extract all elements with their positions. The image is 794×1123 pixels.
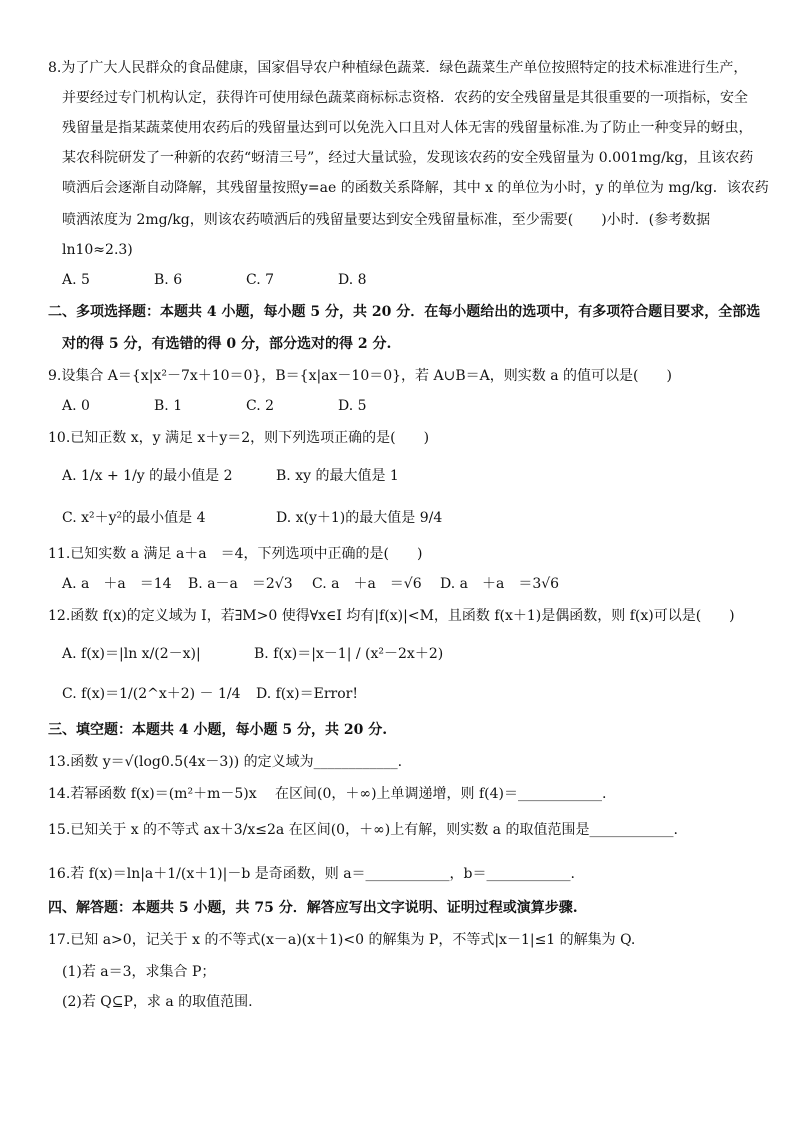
q17-part-2: (2)若 Q⊆P，求 a 的取值范围.: [62, 994, 253, 1010]
q14-stem: 14.若幂函数 f(x)＝(m²＋m－5)x 在区间(0，＋∞)上单调递增，则 f(4)＝____________.: [48, 786, 607, 802]
q10-option-b: B. xy 的最大值是 1: [276, 468, 399, 484]
q8-line-3: 残留量是指某蔬菜使用农药后的残留量达到可以免洗入口且对人体无害的残留量标准.为了防止一种变异的蚜虫，: [62, 120, 753, 136]
q8-line-5: 喷洒后会逐渐自动降解，其残留量按照y=ae 的函数关系降解，其中 x 的单位为小时，y 的单位为 mg/kg．该农药: [62, 180, 769, 196]
q8-option-a: A. 5: [62, 272, 90, 288]
q8-option-d: D. 8: [338, 272, 367, 288]
q12-option-a: A. f(x)＝|ln x/(2－x)|: [62, 646, 201, 662]
q15-stem: 15.已知关于 x 的不等式 ax＋3/x≤2a 在区间(0，＋∞)上有解，则实数 a 的取值范围是____________.: [48, 822, 678, 838]
q12-option-d: D. f(x)＝Error!: [256, 686, 358, 702]
q17-part-1: (1)若 a＝3，求集合 P；: [62, 964, 216, 980]
q9-option-c: C. 2: [246, 398, 275, 414]
q13-stem: 13.函数 y＝√(log0.5(4x－3)) 的定义域为____________.: [48, 754, 403, 770]
q9-option-a: A. 0: [62, 398, 90, 414]
q11-option-b: B. a－a ＝2√3: [188, 576, 293, 592]
q9-stem: 9.设集合 A＝{x|x²－7x＋10＝0}，B＝{x|ax－10＝0}，若 A∪B＝A，则实数 a 的值可以是( ): [48, 368, 672, 384]
q17-stem: 17.已知 a>0，记关于 x 的不等式(x－a)(x＋1)<0 的解集为 P，不等式|x－1|≤1 的解集为 Q.: [48, 932, 636, 948]
q12-option-b: B. f(x)＝|x－1| / (x²－2x＋2): [254, 646, 444, 662]
q8-option-c: C. 7: [246, 272, 275, 288]
q8-line-6: 喷洒浓度为 2mg/kg，则该农药喷洒后的残留量要达到安全残留量标准，至少需要( )小时．(参考数据: [62, 212, 711, 228]
section-3-heading: 三、填空题：本题共 4 小题，每小题 5 分，共 20 分.: [48, 722, 388, 738]
q8-line-1: 8.为了广大人民群众的食品健康，国家倡导农户种植绿色蔬菜．绿色蔬菜生产单位按照特定的技术标准进行生产，: [48, 60, 748, 76]
q16-stem: 16.若 f(x)＝ln|a＋1/(x＋1)|－b 是奇函数，则 a＝____________，b＝____________.: [48, 866, 575, 882]
q10-stem: 10.已知正数 x，y 满足 x＋y＝2，则下列选项正确的是( ): [48, 430, 430, 446]
q12-stem: 12.函数 f(x)的定义域为 I，若∃M>0 使得∀x∈I 均有|f(x)|<M，且函数 f(x＋1)是偶函数，则 f(x)可以是( ): [48, 608, 735, 624]
section-4-heading: 四、解答题：本题共 5 小题，共 75 分．解答应写出文字说明、证明过程或演算步骤.: [48, 900, 578, 916]
q9-option-b: B. 1: [154, 398, 183, 414]
section-2-heading: 二、多项选择题：本题共 4 小题，每小题 5 分，共 20 分．在每小题给出的选项中，有多项符合题目要求，全部选: [48, 304, 761, 320]
q8-option-b: B. 6: [154, 272, 183, 288]
q11-stem: 11.已知实数 a 满足 a＋a ＝4，下列选项中正确的是( ): [48, 546, 423, 562]
q8-line-2: 并要经过专门机构认定，获得许可使用绿色蔬菜商标标志资格．农药的安全残留量是其很重要的一项指标，安全: [62, 90, 748, 106]
q11-option-c: C. a ＋a ＝√6: [312, 576, 422, 592]
q11-option-a: A. a ＋a ＝14: [62, 576, 172, 592]
q10-option-a: A. 1/x + 1/y 的最小值是 2: [62, 468, 233, 484]
q9-option-d: D. 5: [338, 398, 367, 414]
q11-option-d: D. a ＋a ＝3√6: [440, 576, 560, 592]
q10-option-d: D. x(y＋1)的最大值是 9/4: [276, 510, 443, 526]
q10-option-c: C. x²＋y²的最小值是 4: [62, 510, 206, 526]
q8-line-4: 某农科院研发了一种新的农药“蚜清三号”，经过大量试验，发现该农药的安全残留量为 0.001mg/kg，且该农药: [62, 150, 754, 166]
q8-line-7: ln10≈2.3): [62, 242, 133, 258]
q12-option-c: C. f(x)＝1/(2^x＋2) － 1/4: [62, 686, 241, 702]
section-2-heading-cont: 对的得 5 分，有选错的得 0 分，部分选对的得 2 分.: [62, 336, 392, 352]
